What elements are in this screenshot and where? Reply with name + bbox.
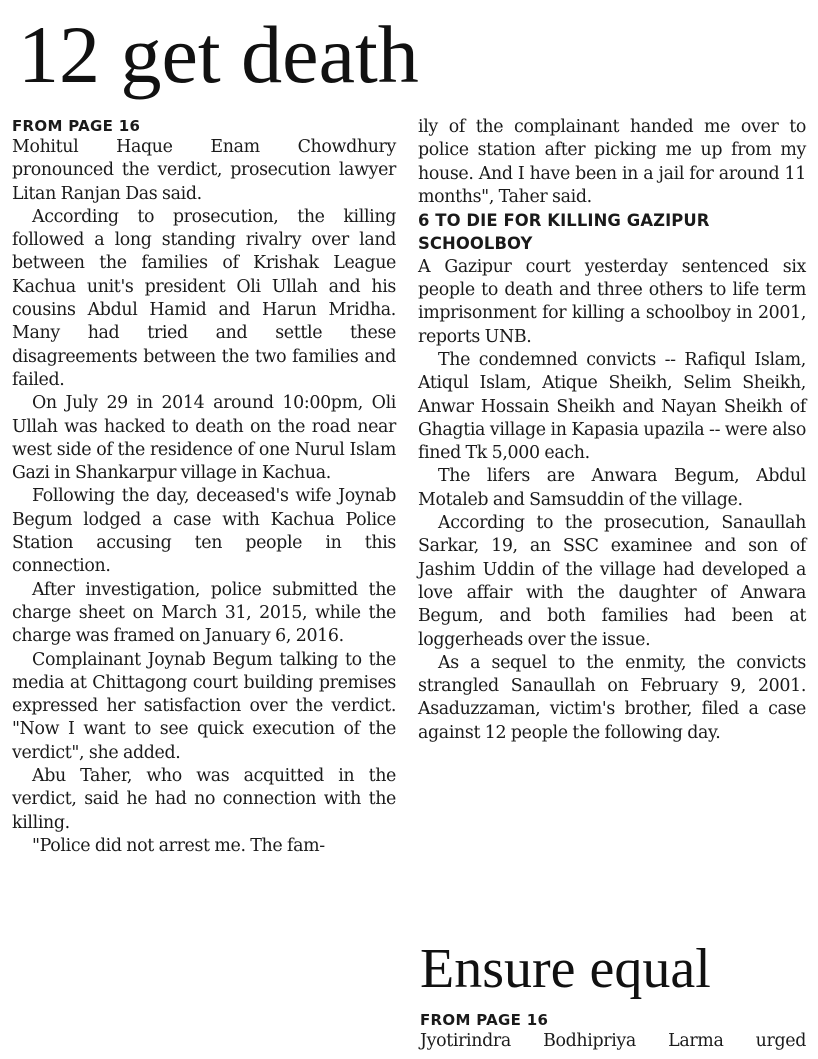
article-paragraph: According to the prosecution, Sanaullah Sarkar, 19, an SSC examinee and son of Jashim Uddin of the village had developed a love affair with the daughter of Anwara Begum, and both families had been at loggerheads over the issue. bbox=[418, 513, 806, 650]
second-headline: Ensure equal bbox=[420, 938, 711, 1000]
article-paragraph: The lifers are Anwara Begum, Abdul Motaleb and Samsuddin of the village. bbox=[418, 466, 806, 510]
article-paragraph: Abu Taher, who was acquitted in the verdict, said he had no connection with the killing. bbox=[12, 766, 396, 833]
article-paragraph: Mohitul Haque Enam Chowdhury pronounced the verdict, prosecution lawyer Litan Ranjan Das said. bbox=[12, 137, 396, 204]
article-paragraph: Following the day, deceased's wife Joynab Begum lodged a case with Kachua Police Station accusing ten people in this connection. bbox=[12, 486, 396, 577]
article-paragraph: After investigation, police submitted the charge sheet on March 31, 2015, while the charge was framed on January 6, 2016. bbox=[12, 579, 396, 647]
article-paragraph: "Police did not arrest me. The fam- bbox=[32, 835, 325, 856]
main-headline: 12 get death bbox=[18, 9, 419, 100]
second-from-page-kicker: FROM PAGE 16 bbox=[420, 1011, 549, 1029]
article-paragraph: As a sequel to the enmity, the convicts strangled Sanaullah on February 9, 2001. Asaduzzaman, victim's brother, filed a case against 12 people the following day. bbox=[418, 652, 806, 743]
from-page-kicker: FROM PAGE 16 bbox=[12, 117, 141, 135]
section-subhead: 6 TO DIE FOR KILLING GAZIPUR SCHOOLBOY bbox=[418, 211, 710, 254]
article-paragraph: On July 29 in 2014 around 10:00pm, Oli Ullah was hacked to death on the road near west side of the residence of one Nurul Islam Gazi in Shankarpur village in Kachua. bbox=[12, 393, 396, 484]
article-paragraph: Complainant Joynab Begum talking to the media at Chittagong court building premises expressed her satisfaction over the verdict. "Now I want to see quick execution of the verdict", she added. bbox=[12, 649, 396, 763]
left-column bbox=[12, 116, 396, 858]
second-article-first-line: Jyotirindra Bodhipriya Larma urged bbox=[420, 1031, 806, 1051]
article-paragraph: According to prosecution, the killing followed a long standing rivalry over land between the families of Krishak League Kachua unit's president Oli Ullah and his cousins Abdul Hamid and Harun Mridha. Many had tried and settle these disagreements between the two families and failed. bbox=[12, 206, 396, 390]
continued-paragraph: ily of the complainant handed me over to police station after picking me up from my house. And I have been in a jail for around 11 months", Taher said. bbox=[418, 117, 806, 207]
second-article-body bbox=[420, 1010, 806, 1053]
right-column bbox=[418, 116, 806, 745]
article-paragraph: The condemned convicts -- Rafiqul Islam, Atiqul Islam, Atique Sheikh, Selim Sheikh, Anwar Hossain Sheikh and Nayan Sheikh of Ghagtia village in Kapasia upazila -- were also fined Tk 5,000 each. bbox=[418, 349, 806, 464]
article-paragraph: A Gazipur court yesterday sentenced six people to death and three others to life term imprisonment for killing a schoolboy in 2001, reports UNB. bbox=[418, 256, 806, 347]
